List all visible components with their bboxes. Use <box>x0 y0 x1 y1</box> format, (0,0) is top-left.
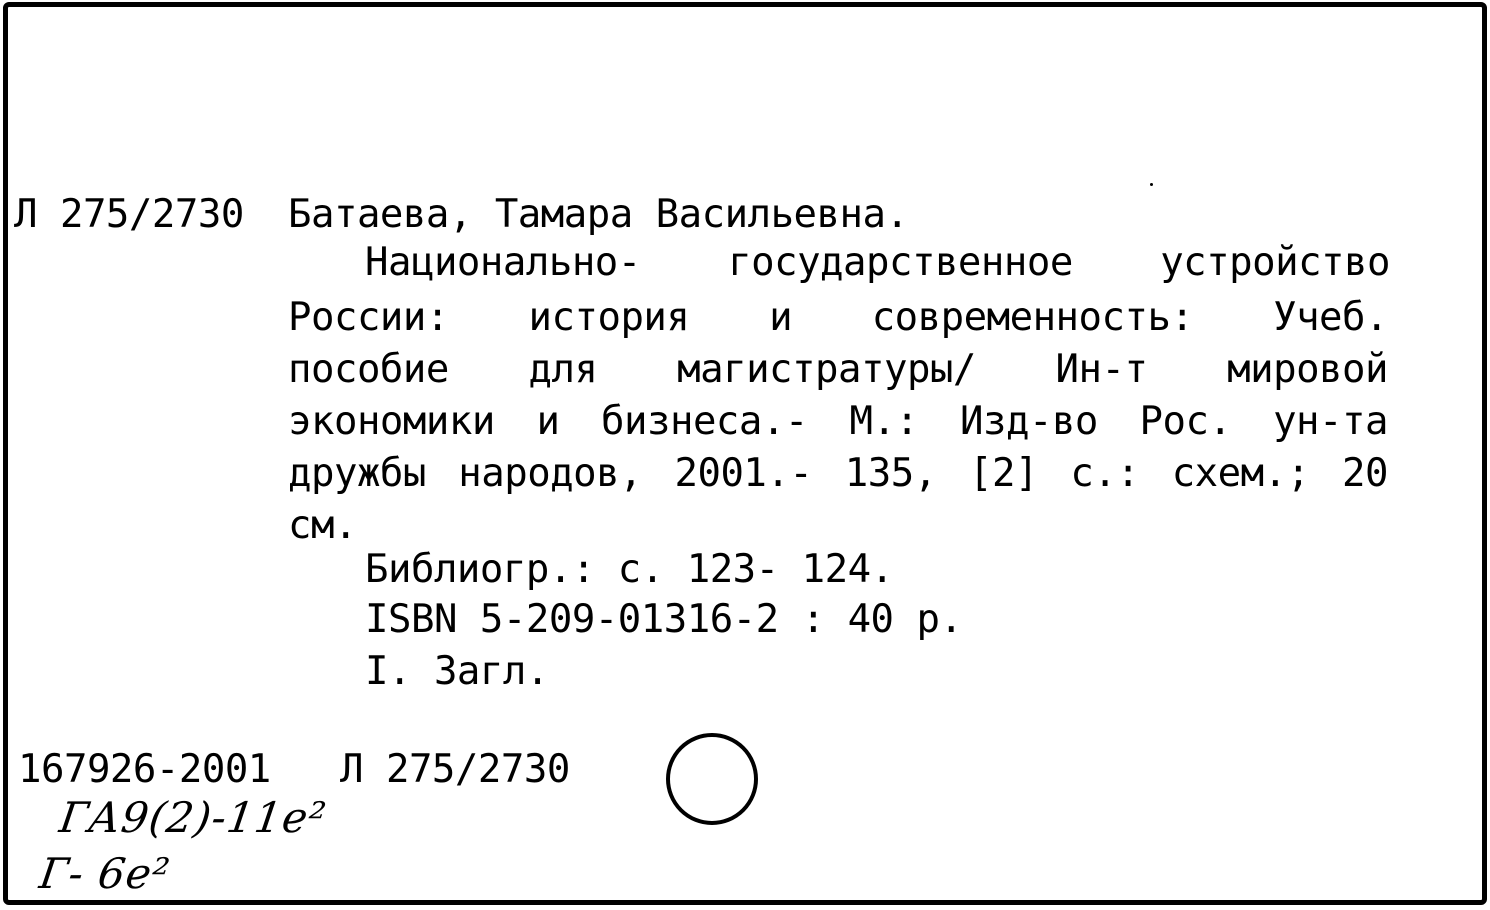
handwritten-note: Г- 6е² <box>36 849 174 898</box>
circle-stamp <box>666 733 758 825</box>
description-line-5: дружбы народов, 2001.- 135, [2] с.: схем.; 20 <box>288 451 1388 496</box>
ink-speck <box>1150 183 1153 186</box>
author-heading: Батаева, Тамара Васильевна. <box>288 192 909 237</box>
shelf-mark-bottom: Л 275/2730 <box>340 747 570 792</box>
shelf-mark-top: Л 275/2730 <box>14 192 244 237</box>
description-line-2: России: история и современность: Учеб. <box>288 295 1388 340</box>
description-line-3: пособие для магистратуры/ Ин-т мировой <box>288 347 1388 392</box>
description-line-1: Национально- государственное устройство <box>365 240 1390 285</box>
description-line-4: экономики и бизнеса.- М.: Изд-во Рос. ун-та <box>288 399 1388 444</box>
bibliography-note: Библиогр.: с. 123- 124. <box>365 547 894 592</box>
handwritten-classification: ГА9(2)-11е² <box>56 793 330 842</box>
inventory-number: 167926-2001 <box>18 747 271 792</box>
isbn-price: ISBN 5-209-01316-2 : 40 р. <box>365 597 963 642</box>
title-entry: I. Загл. <box>365 649 549 694</box>
description-line-6: см. <box>288 503 357 548</box>
